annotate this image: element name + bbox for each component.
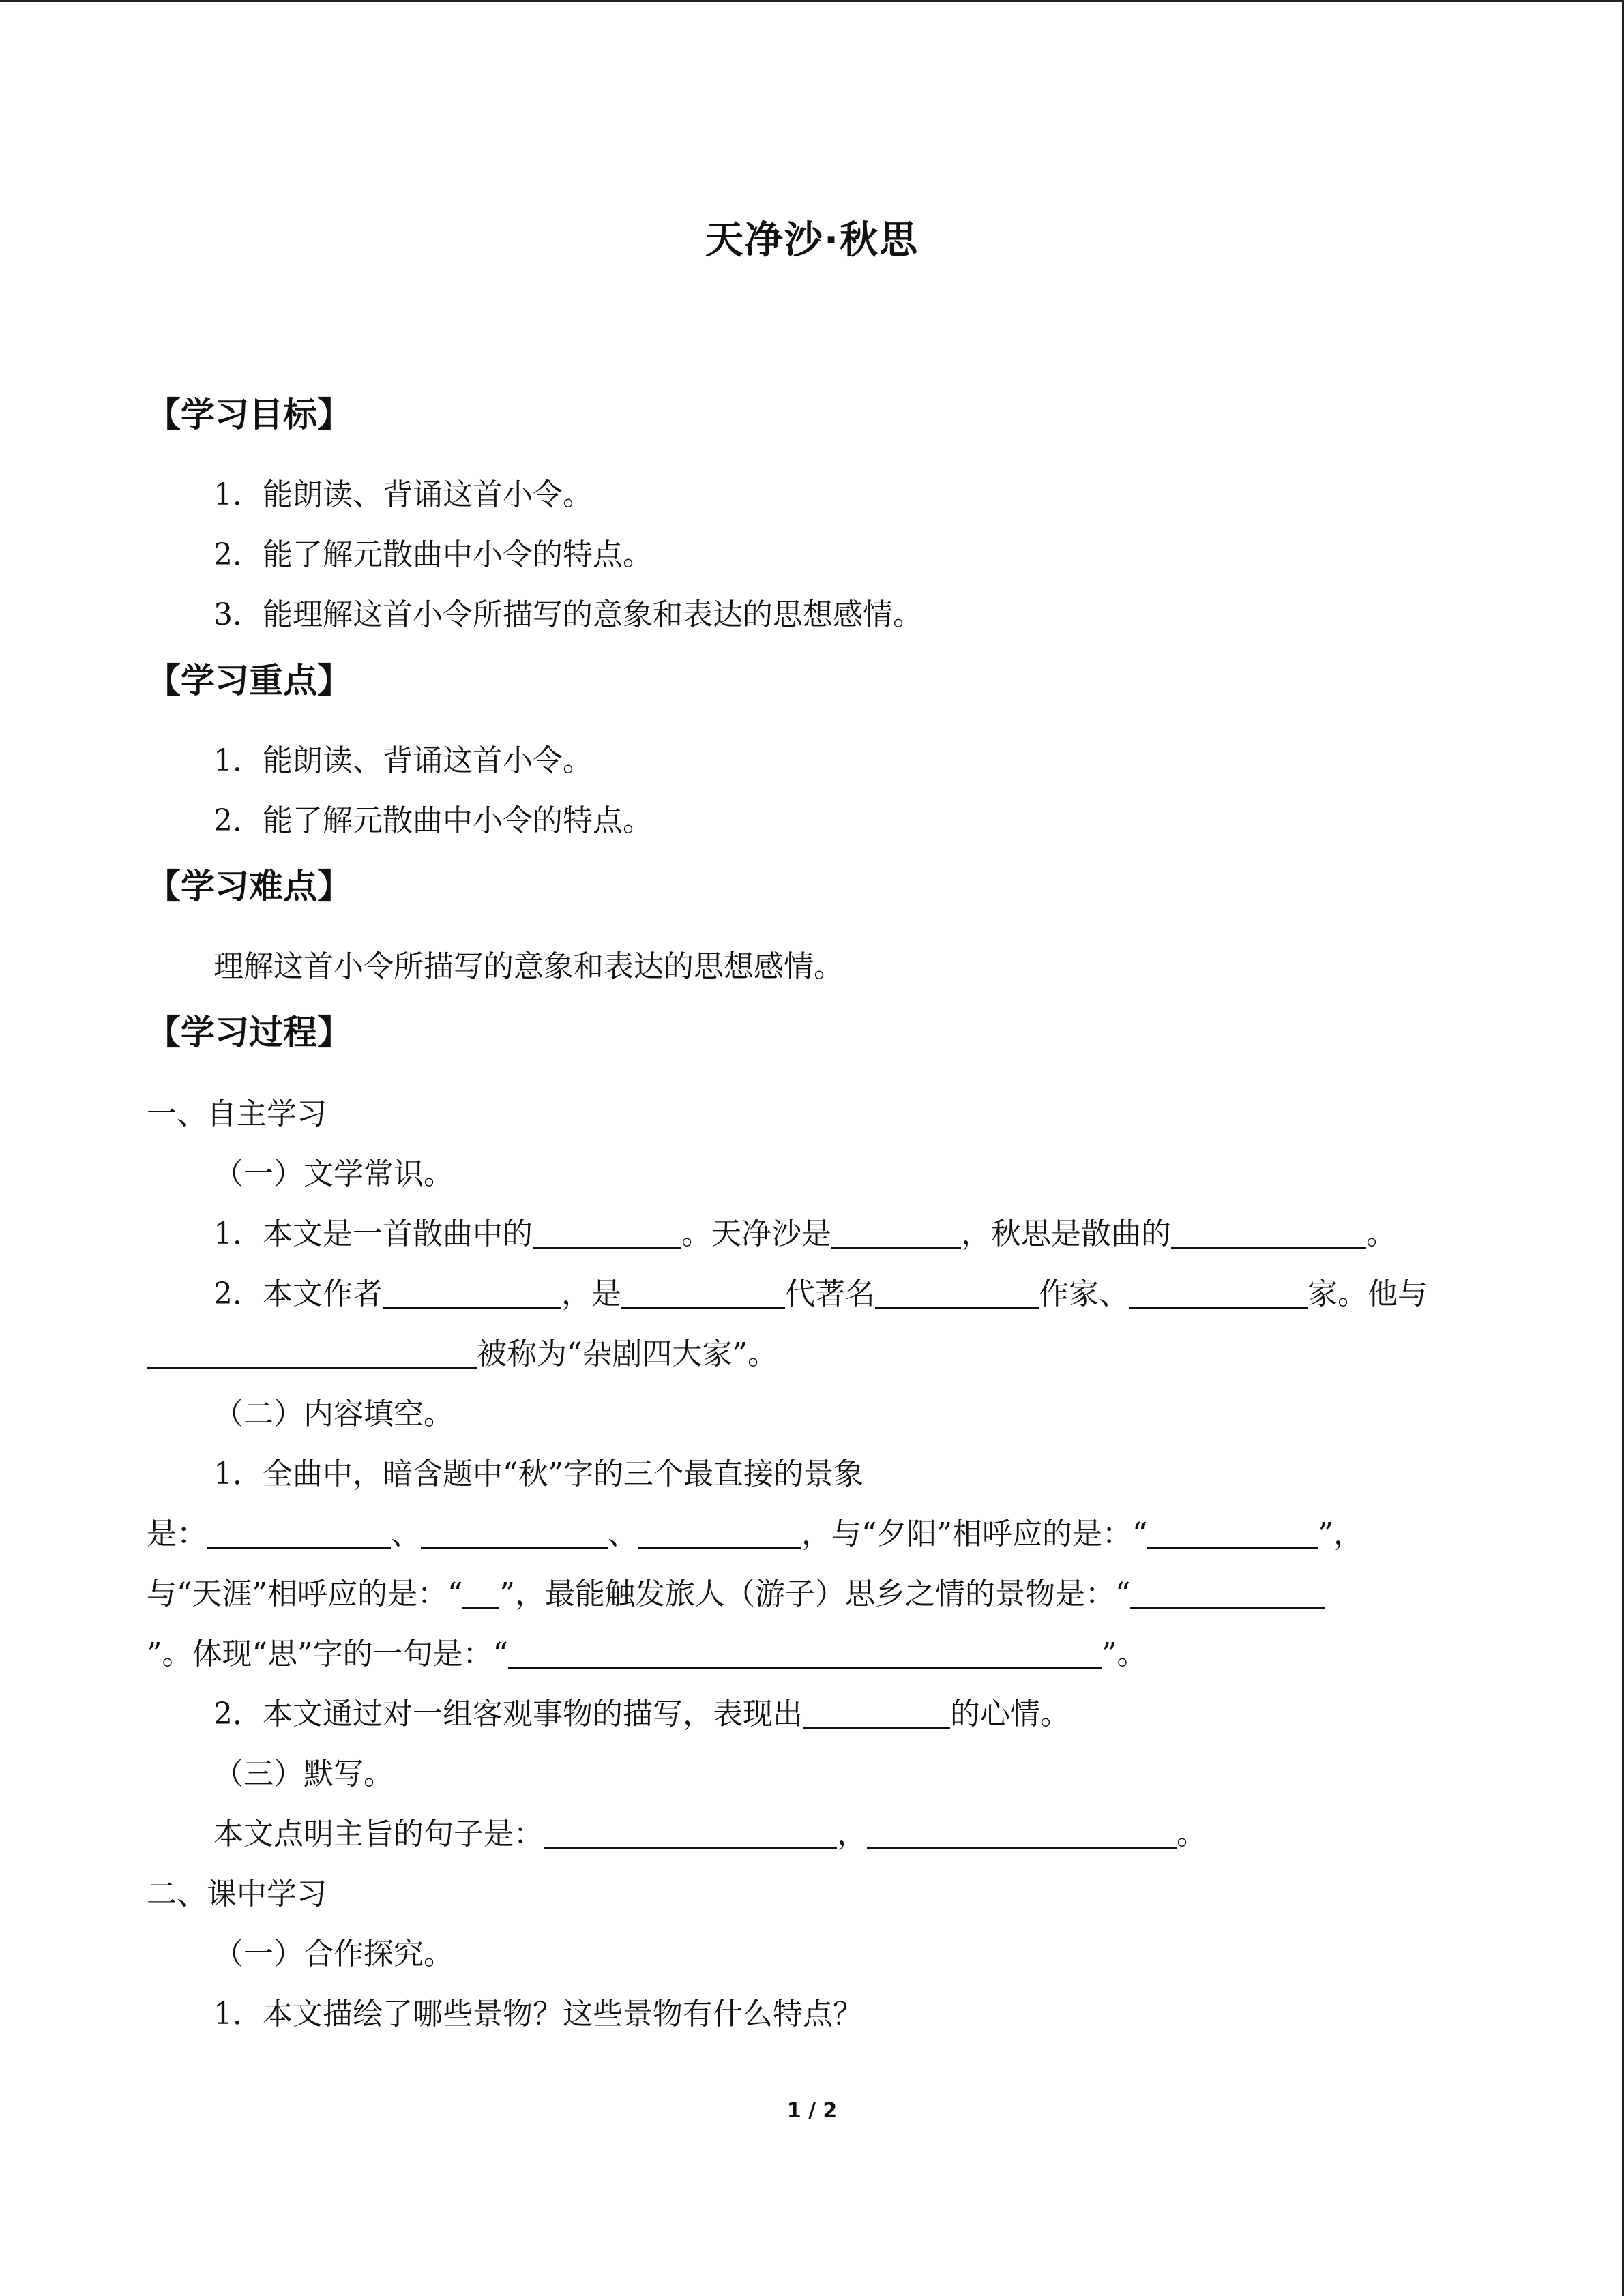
- question-1: 1．本文是一首散曲中的 。天净沙是 ，秋思是散曲的 。: [213, 1217, 1396, 1251]
- blank[interactable]: [831, 1217, 961, 1249]
- blank[interactable]: [147, 1337, 477, 1369]
- blank[interactable]: [867, 1817, 1177, 1849]
- key-point-item-2: 2．能了解元散曲中小令的特点。: [213, 803, 653, 838]
- goal-item-2: 2．能了解元散曲中小令的特点。: [213, 537, 653, 572]
- fill-question-1-line-4: ”。体现“思”字的一句是：“ ”。: [147, 1637, 1147, 1671]
- blank[interactable]: [621, 1277, 785, 1309]
- blank[interactable]: [462, 1577, 499, 1609]
- fill-question-1-line-3: 与“天涯”相呼应的是：“ ”，最能触发旅人（游子）思乡之情的景物是：“: [147, 1574, 1325, 1615]
- blank[interactable]: [1147, 1517, 1318, 1549]
- explore-question-1: 1．本文描绘了哪些景物？这些景物有什么特点？: [213, 1997, 863, 2031]
- goals-heading: 【学习目标】: [147, 395, 351, 434]
- goal-item-3: 3．能理解这首小令所描写的意象和表达的思想感情。: [213, 597, 923, 632]
- fill-question-1-line-2: 是： 、 、 ，与“夕阳”相呼应的是：“ ”，: [147, 1517, 1363, 1551]
- process-heading: 【学习过程】: [147, 1013, 351, 1052]
- blank[interactable]: [1129, 1277, 1308, 1309]
- blank[interactable]: [508, 1637, 1102, 1669]
- blank[interactable]: [421, 1517, 608, 1549]
- blank[interactable]: [544, 1817, 837, 1849]
- section-dictation: （三）默写。: [213, 1757, 394, 1791]
- part-2-title: 二、课中学习: [147, 1877, 327, 1911]
- blank[interactable]: [1130, 1577, 1325, 1609]
- fill-question-1: 1．全曲中，暗含题中“秋”字的三个最直接的景象: [213, 1457, 863, 1491]
- page-border-top: [0, 0, 1624, 2]
- question-2-cont: 被称为“杂剧四大家”。: [147, 1334, 778, 1375]
- blank[interactable]: [207, 1517, 391, 1549]
- key-point-item-1: 1．能朗读、背诵这首小令。: [213, 743, 593, 778]
- page-number: 1 / 2: [786, 2099, 838, 2123]
- blank[interactable]: [803, 1697, 950, 1729]
- section-content: （二）内容填空。: [213, 1397, 454, 1431]
- blank[interactable]: [1171, 1217, 1366, 1249]
- section-explore: （一）合作探究。: [213, 1937, 454, 1971]
- blank[interactable]: [383, 1277, 561, 1309]
- blank[interactable]: [638, 1517, 801, 1549]
- difficulties-text: 理解这首小令所描写的意象和表达的思想感情。: [213, 949, 844, 984]
- question-2: 2．本文作者 ，是 代著名 作家、 家。他与: [213, 1277, 1428, 1311]
- section-literature: （一）文学常识。: [213, 1157, 454, 1191]
- difficulties-heading: 【学习难点】: [147, 867, 351, 906]
- page-title: 天净沙·秋思: [705, 218, 919, 263]
- goal-item-1: 1．能朗读、背诵这首小令。: [213, 477, 593, 512]
- part-1-title: 一、自主学习: [147, 1097, 327, 1131]
- blank[interactable]: [875, 1277, 1039, 1309]
- blank[interactable]: [533, 1217, 681, 1249]
- fill-question-2: 2．本文通过对一组客观事物的描写，表现出 的心情。: [213, 1697, 1070, 1731]
- key-points-heading: 【学习重点】: [147, 661, 351, 700]
- dictation-question: 本文点明主旨的句子是： ， 。: [213, 1817, 1207, 1851]
